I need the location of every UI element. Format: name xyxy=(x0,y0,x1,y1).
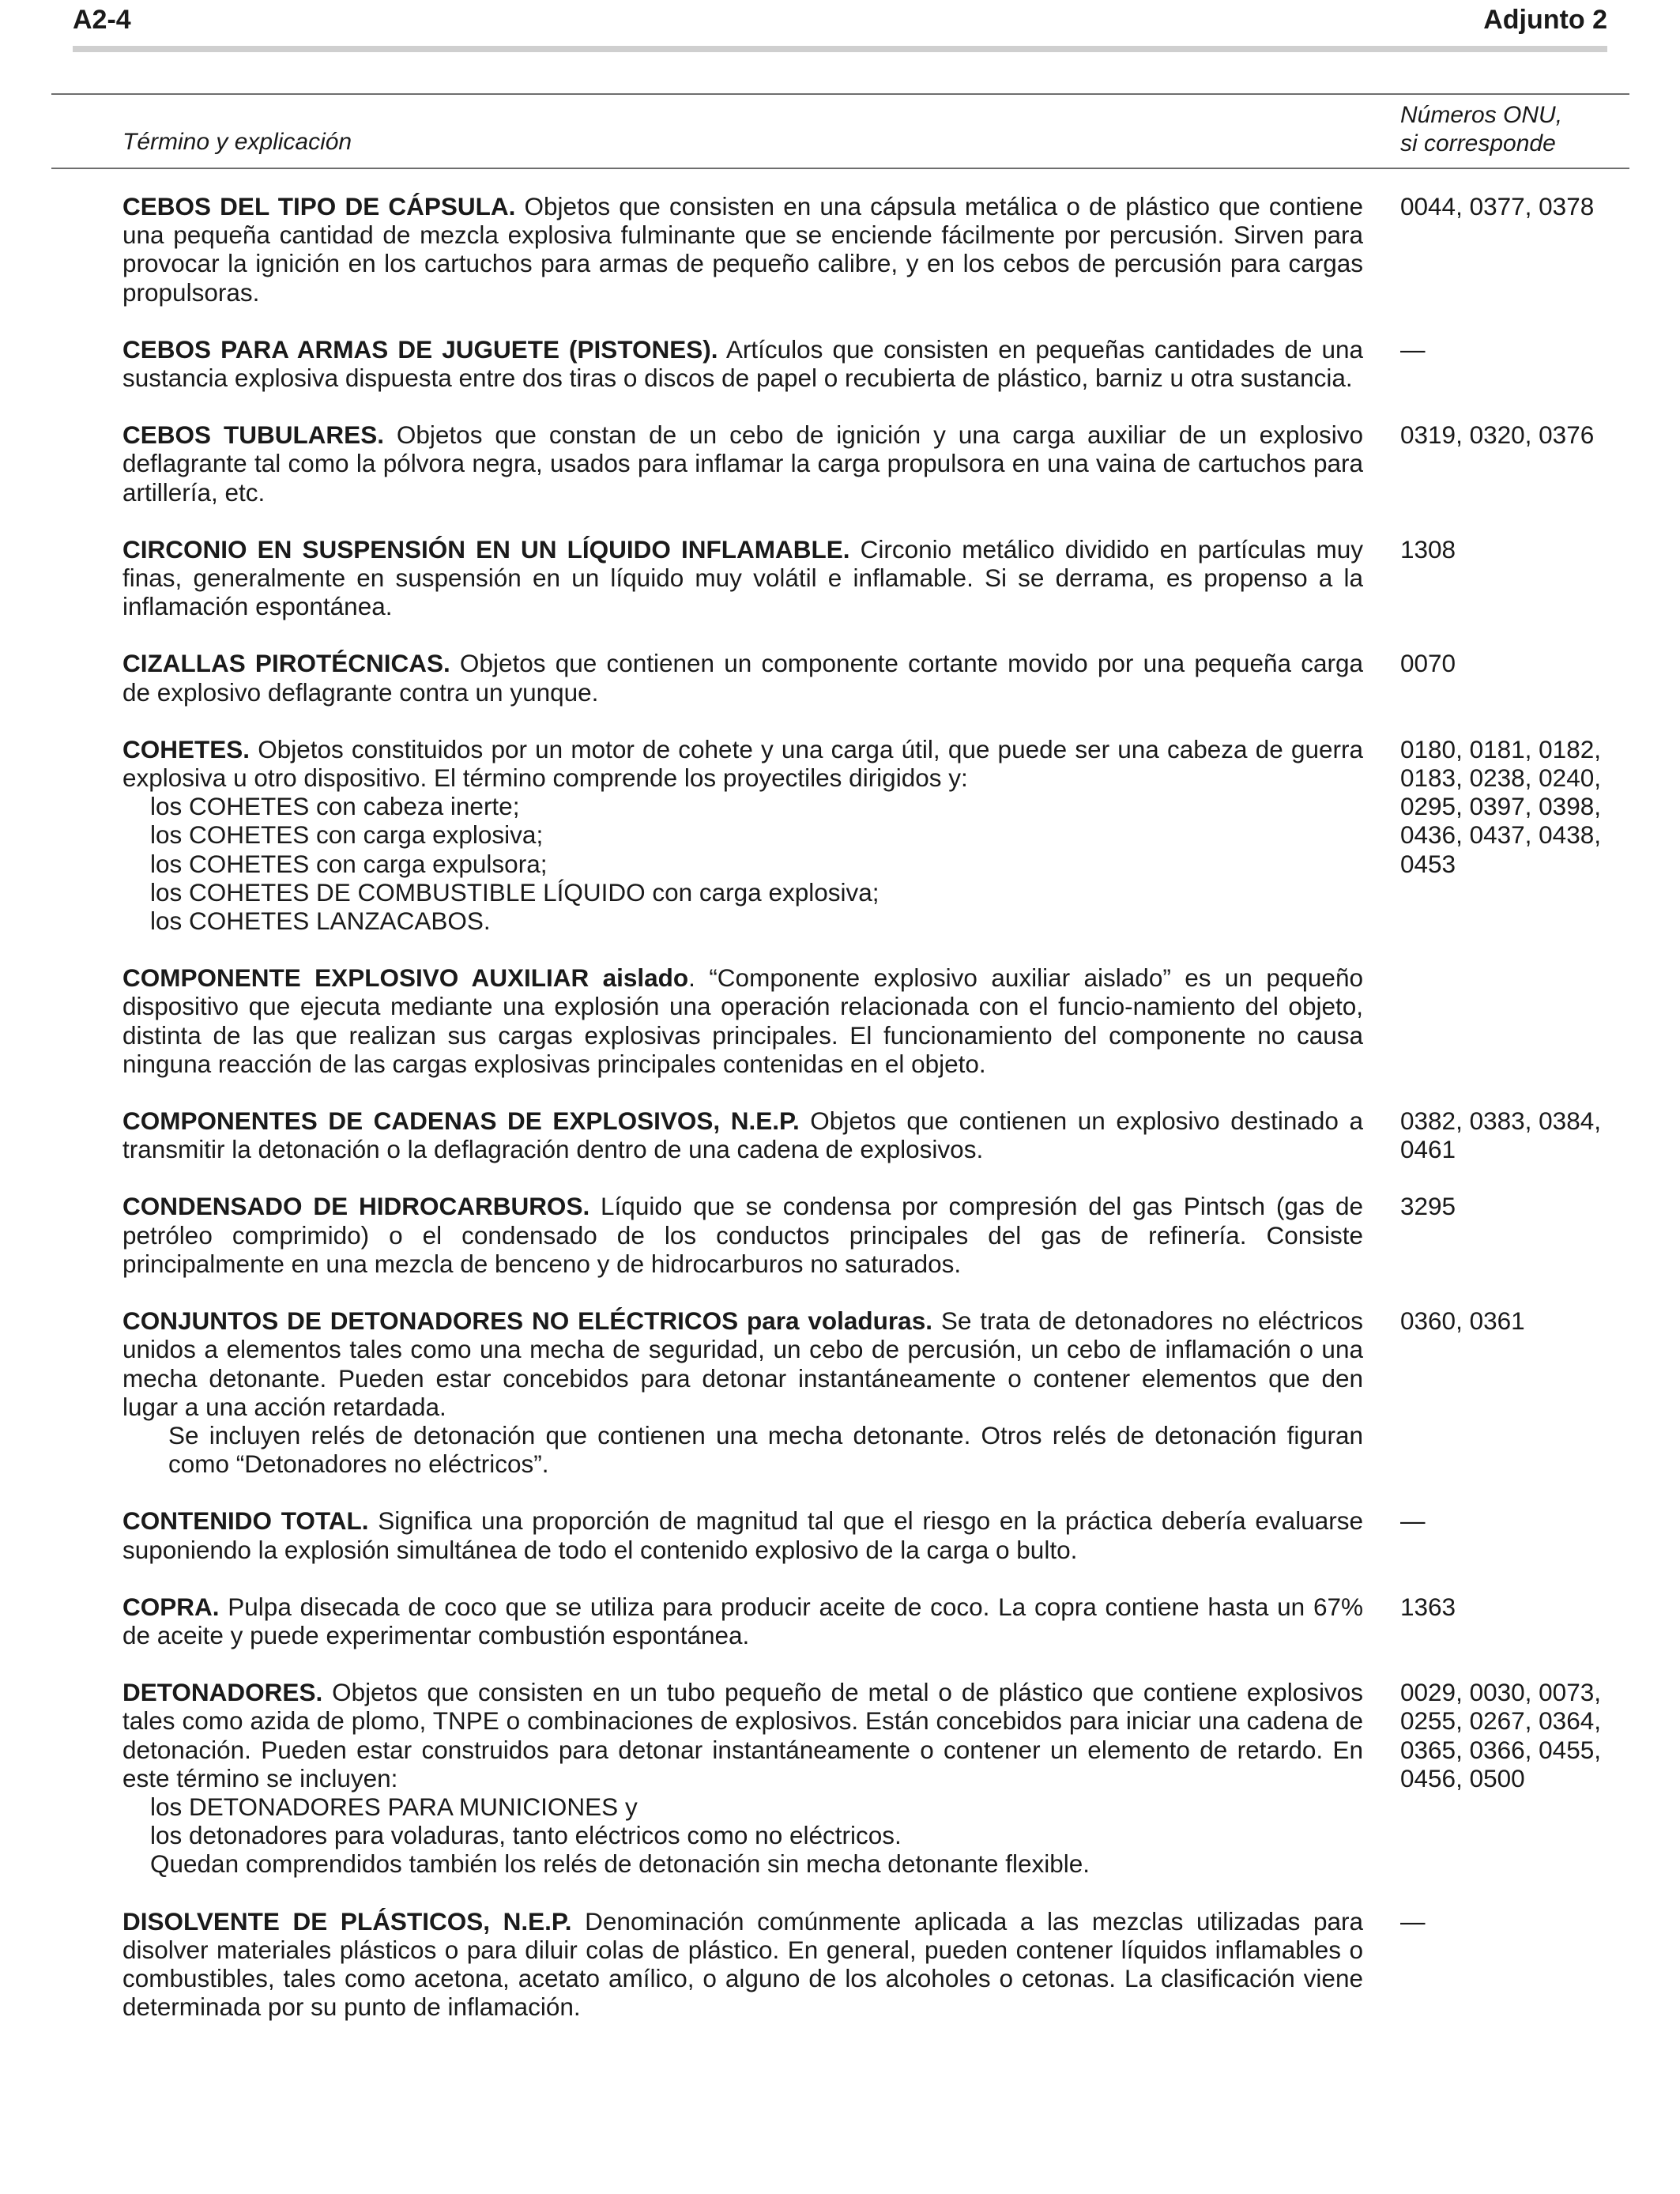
entry-definition xyxy=(122,963,1363,1078)
entry-extra-paragraph: Se incluyen relés de detonación que contienen una mecha detonante. Otros relés de detonación figuran como “Detonadores no eléctricos”. xyxy=(168,1420,1363,1479)
entry-paragraph xyxy=(122,1306,1363,1421)
entry-term: CONTENIDO TOTAL. xyxy=(122,1506,369,1536)
entry-definition xyxy=(122,420,1363,507)
glossary-entry xyxy=(122,535,1628,621)
entry-term: COMPONENTE EXPLOSIVO AUXILIAR aislado xyxy=(122,963,689,993)
entry-un-numbers: 3295 xyxy=(1400,1192,1456,1221)
entry-term: COPRA. xyxy=(122,1592,220,1621)
entry-term: COHETES. xyxy=(122,734,250,763)
entry-un-numbers xyxy=(1400,963,1628,1078)
entry-sub-item: los DETONADORES PARA MUNICIONES y xyxy=(150,1792,638,1821)
entry-paragraph xyxy=(122,649,1363,706)
entry-sub-item: los detonadores para voladuras, tanto eléctricos como no eléctricos. xyxy=(150,1821,902,1850)
entry-paragraph xyxy=(122,335,1363,392)
entry-un-numbers: 0029, 0030, 0073, 0255, 0267, 0364, 0365, 0366, 0455, 0456, 0500 xyxy=(1400,1678,1601,1793)
entry-paragraph xyxy=(122,1506,1363,1563)
entry-sub-item: los COHETES DE COMBUSTIBLE LÍQUIDO con carga explosiva; xyxy=(150,877,880,907)
entry-term: CONJUNTOS DE DETONADORES NO ELÉCTRICOS para voladuras. xyxy=(122,1306,932,1336)
entry-definition xyxy=(122,535,1363,621)
glossary-entry xyxy=(122,1907,1628,2022)
entry-text: Denominación comúnmente aplicada a las mezclas utilizadas para disolver materiales plásticos o para diluir colas de plástico. En general, pueden contener líquidos inflamables o combustibles, tales como acetona, acetato amílico, o alguno de los alcoholes o cetonas. La clasificación viene determinada por su punto de inflamación. xyxy=(122,1906,1363,2022)
entry-definition xyxy=(122,1907,1363,2022)
entry-un-numbers: 0319, 0320, 0376 xyxy=(1400,420,1595,450)
entry-un-numbers: — xyxy=(1400,334,1426,364)
glossary-entry xyxy=(122,735,1628,935)
annex-label: Adjunto 2 xyxy=(1483,5,1607,35)
entry-sub-item: los COHETES con carga expulsora; xyxy=(150,849,548,878)
glossary-entry xyxy=(122,1192,1628,1278)
glossary-entry xyxy=(122,1678,1628,1878)
entry-text: Líquido que se condensa por compresión del gas Pintsch (gas de petróleo comprimido) o el condensado de los conductos principales del gas de refinería. Consiste principalmente en una mezcla de benceno y de hidrocarburos no saturados. xyxy=(122,1192,1363,1278)
entry-paragraph xyxy=(122,192,1363,307)
entry-text: Objetos que constan de un cebo de ignición y una carga auxiliar de un explosivo deflagrante tal como la pólvora negra, usados para inflamar la carga propulsora en una vaina de cartuchos para artillería, etc. xyxy=(122,420,1363,507)
entry-definition xyxy=(122,1192,1363,1278)
entry-term: CIRCONIO EN SUSPENSIÓN EN UN LÍQUIDO INFLAMABLE. xyxy=(122,534,850,564)
entry-definition xyxy=(122,1678,1363,1878)
entry-paragraph xyxy=(122,535,1363,621)
entry-paragraph xyxy=(122,1192,1363,1278)
glossary-entry xyxy=(122,335,1628,392)
entry-definition xyxy=(122,1593,1363,1649)
entry-text: Objetos que contienen un explosivo destinado a transmitir la detonación o la deflagración dentro de una cadena de explosivos. xyxy=(122,1106,1363,1164)
entry-paragraph xyxy=(122,963,1363,1078)
entry-paragraph xyxy=(122,1907,1363,2022)
glossary-entry xyxy=(122,192,1628,307)
entry-text: Pulpa disecada de coco que se utiliza para producir aceite de coco. La copra contiene hasta un 67% de aceite y puede experimentar combustión espontánea. xyxy=(122,1592,1363,1649)
column-header-un-line1: Números ONU, xyxy=(1400,102,1563,128)
entry-term: CIZALLAS PIROTÉCNICAS. xyxy=(122,649,450,678)
entry-definition xyxy=(122,1106,1363,1163)
entry-paragraph xyxy=(122,420,1363,507)
column-header-term: Término y explicación xyxy=(122,129,352,155)
glossary-entry xyxy=(122,649,1628,706)
entry-un-numbers: 0070 xyxy=(1400,649,1456,678)
entry-term: CONDENSADO DE HIDROCARBUROS. xyxy=(122,1192,590,1221)
entry-term: COMPONENTES DE CADENAS DE EXPLOSIVOS, N.E.P. xyxy=(122,1106,800,1136)
glossary-entry xyxy=(122,1306,1628,1478)
entry-term: DETONADORES. xyxy=(122,1678,323,1707)
entry-paragraph xyxy=(122,1106,1363,1163)
entry-sub-item: los COHETES LANZACABOS. xyxy=(150,907,491,936)
page-header xyxy=(73,5,1607,46)
entry-un-numbers: 1308 xyxy=(1400,534,1456,564)
glossary-entry xyxy=(122,1593,1628,1649)
entry-text: Se trata de detonadores no eléctricos unidos a elementos tales como una mecha de seguridad, un cebo de percusión, un cebo de inflamación o una mecha detonante. Pueden estar concebidos para detonar instantáneamente o contener elementos que den lugar a una acción retardada. xyxy=(122,1306,1363,1421)
entry-paragraph xyxy=(122,1593,1363,1649)
entry-definition xyxy=(122,1306,1363,1478)
glossary-entry xyxy=(122,420,1628,507)
entry-un-numbers: — xyxy=(1400,1506,1426,1536)
entry-term: DISOLVENTE DE PLÁSTICOS, N.E.P. xyxy=(122,1906,572,1936)
column-header-un-numbers xyxy=(1400,101,1562,158)
entry-un-numbers: — xyxy=(1400,1906,1426,1936)
entry-term: CEBOS PARA ARMAS DE JUGUETE (PISTONES). xyxy=(122,334,718,364)
entry-un-numbers: 1363 xyxy=(1400,1592,1456,1621)
entry-definition xyxy=(122,192,1363,307)
entry-text: Objetos que contienen un componente cortante movido por una pequeña carga de explosivo deflagrante contra un yunque. xyxy=(122,649,1363,707)
glossary-entry xyxy=(122,1506,1628,1563)
entry-text: Circonio metálico dividido en partículas muy finas, generalmente en suspensión en un líquido muy volátil e inflamable. Si se derrama, es propenso a la inflamación espontánea. xyxy=(122,534,1364,621)
entry-term: CEBOS TUBULARES. xyxy=(122,420,384,450)
entry-text: Objetos que consisten en un tubo pequeño de metal o de plástico que contiene explosivos tales como azida de plomo, TNPE o combinaciones de explosivos. Están concebidos para iniciar una cadena de detonación. Pueden estar construidos para detonar instantáneamente o contener un elemento de retardo. En este término se incluyen: xyxy=(122,1678,1363,1793)
entry-un-numbers: 0382, 0383, 0384, 0461 xyxy=(1400,1106,1601,1164)
entry-paragraph xyxy=(122,735,1363,792)
entry-text: Artículos que consisten en pequeñas cantidades de una sustancia explosiva dispuesta entre dos tiras o discos de papel o recubierta de plástico, barniz u otra sustancia. xyxy=(122,334,1364,393)
column-header-top-rule xyxy=(51,93,1629,95)
entry-definition xyxy=(122,649,1363,706)
entry-term: CEBOS DEL TIPO DE CÁPSULA. xyxy=(122,192,516,221)
header-rule xyxy=(73,46,1607,52)
glossary-entries xyxy=(122,192,1628,2049)
glossary-entry xyxy=(122,1106,1628,1163)
entry-un-numbers: 0360, 0361 xyxy=(1400,1306,1525,1336)
entry-text: . “Componente explosivo auxiliar aislado” es un pequeño dispositivo que ejecuta mediante una explosión una operación relacionada con el funcio-namiento del objeto, distinta de las que realizan sus cargas explosivas principales. El funcionamiento del componente no causa ninguna reacción de las cargas explosivas principales contenidas en el objeto. xyxy=(122,963,1363,1078)
page-number: A2-4 xyxy=(73,5,131,35)
column-header-bottom-rule xyxy=(51,168,1629,169)
entry-text: Objetos constituidos por un motor de cohete y una carga útil, que puede ser una cabeza de guerra explosiva u otro dispositivo. El término comprende los proyectiles dirigidos y: xyxy=(122,734,1363,793)
entry-text: Significa una proporción de magnitud tal que el riesgo en la práctica debería evaluarse suponiendo la explosión simultánea de todo el contenido explosivo de la carga o bulto. xyxy=(122,1506,1363,1564)
column-header-un-line2: si corresponde xyxy=(1400,130,1556,156)
entry-sub-item: Quedan comprendidos también los relés de detonación sin mecha detonante flexible. xyxy=(150,1849,1090,1879)
entry-paragraph xyxy=(122,1678,1363,1793)
entry-definition xyxy=(122,335,1363,392)
entry-definition xyxy=(122,1506,1363,1563)
entry-un-numbers: 0044, 0377, 0378 xyxy=(1400,192,1595,221)
entry-un-numbers: 0180, 0181, 0182, 0183, 0238, 0240, 0295, 0397, 0398, 0436, 0437, 0438, 0453 xyxy=(1400,734,1601,878)
entry-definition xyxy=(122,735,1363,935)
glossary-entry xyxy=(122,963,1628,1078)
entry-sub-item: los COHETES con cabeza inerte; xyxy=(150,792,520,821)
entry-text: Objetos que consisten en una cápsula metálica o de plástico que contiene una pequeña cantidad de mezcla explosiva fulminante que se enciende fácilmente por percusión. Sirven para provocar la ignición en los cartuchos para armas de pequeño calibre, y en los cebos de percusión para cargas propulsoras. xyxy=(122,192,1363,307)
entry-sub-item: los COHETES con carga explosiva; xyxy=(150,820,544,850)
